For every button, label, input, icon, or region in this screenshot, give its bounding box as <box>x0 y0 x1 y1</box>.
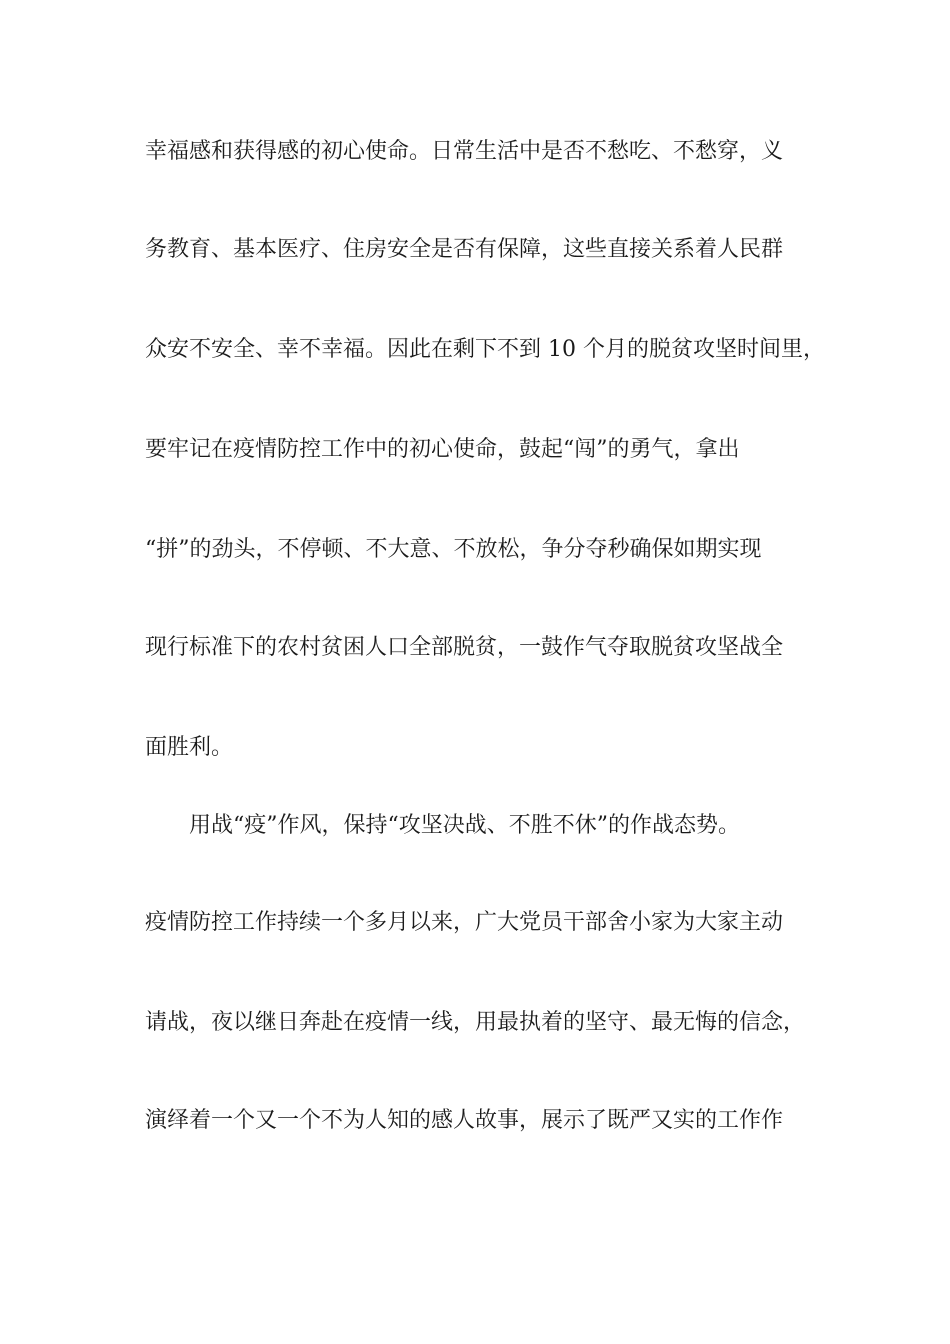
text-line-7: 面胜利。 <box>145 735 234 760</box>
text-line-5: “拼”的劲头，不停顿、不大意、不放松，争分夺秒确保如期实现 <box>145 537 762 562</box>
text-line-1: 幸福感和获得感的初心使命。日常生活中是否不愁吃、不愁穿，义 <box>145 139 784 164</box>
text-line-6: 现行标准下的农村贫困人口全部脱贫，一鼓作气夺取脱贫攻坚战全 <box>145 635 784 660</box>
text-line-2: 务教育、基本医疗、住房安全是否有保障，这些直接关系着人民群 <box>145 237 784 262</box>
text-line-10: 请战，夜以继日奔赴在疫情一线，用最执着的坚守、最无悔的信念， <box>145 1010 806 1035</box>
text-line-4: 要牢记在疫情防控工作中的初心使命，鼓起“闯”的勇气，拿出 <box>145 437 740 462</box>
text-line-9: 疫情防控工作持续一个多月以来，广大党员干部舍小家为大家主动 <box>145 910 784 935</box>
text-line-11: 演绎着一个又一个不为人知的感人故事，展示了既严又实的工作作 <box>145 1108 784 1133</box>
paragraph-start-line: 用战“疫”作风，保持“攻坚决战、不胜不休”的作战态势。 <box>189 813 740 838</box>
text-line-3: 众安不安全、幸不幸福。因此在剩下不到 10 个月的脱贫攻坚时间里， <box>145 337 825 362</box>
